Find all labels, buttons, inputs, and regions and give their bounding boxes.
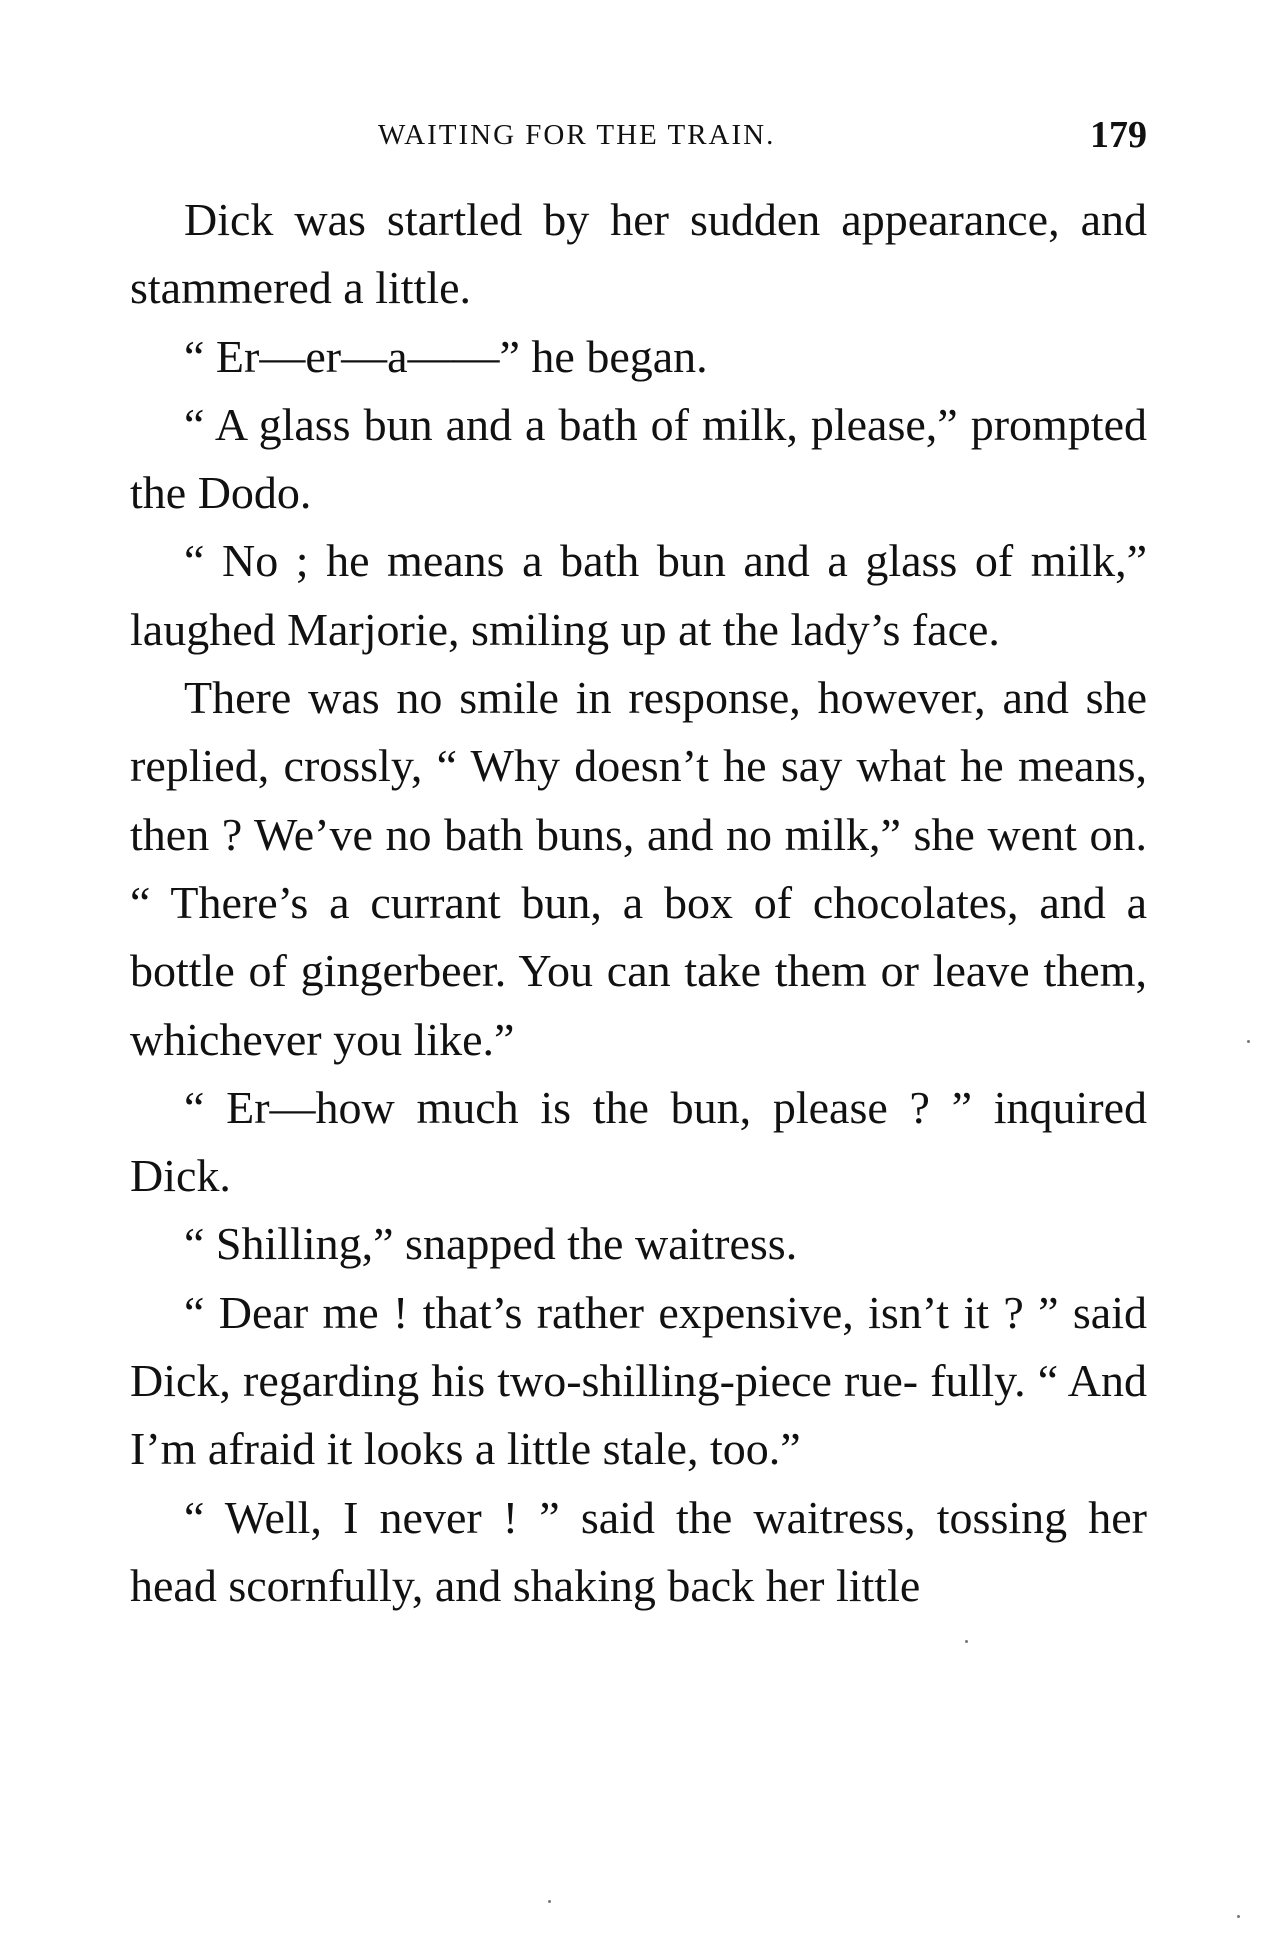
paper-speck [1247,1040,1250,1043]
paper-speck [548,1900,551,1903]
paragraph: Dick was startled by her sudden appearance, and stammered a little. [130,194,1147,314]
paragraph: “ Dear me ! that’s rather expensive, isn’t it ? ” said Dick, regarding his two-shilling-piece rue- fully. “ And I’m afraid it looks a little stale, too.” [130,1286,1147,1475]
paragraph: There was no smile in response, however, and she replied, crossly, “ Why doesn’t he say what he means, then ? We’ve no bath buns, and no milk,” she went on. “ There’s a currant bun, a box of chocolates, and a bottle of gingerbeer. You can take them or leave them, whichever you like.” [130,672,1147,1065]
paragraph: “ Shilling,” snapped the waitress. [184,1218,798,1270]
body-text [130,186,1147,1620]
paper-speck [965,1640,968,1643]
running-head [130,110,1147,160]
paper-speck [1237,1915,1240,1918]
paragraph: “ No ; he means a bath bun and a glass of milk,” laughed Marjorie, smiling up at the lady’s face. [130,535,1147,655]
running-title: WAITING FOR THE TRAIN. [378,119,776,151]
paragraph: “ Er—how much is the bun, please ? ” inquired Dick. [130,1081,1147,1202]
paragraph: “ Er—er—a——” he began. [184,330,708,382]
paragraph: “ Well, I never ! ” said the waitress, tossing her head scornfully, and shaking back her little [130,1491,1147,1611]
page-number: 179 [1090,114,1147,156]
paragraph: “ A glass bun and a bath of milk, please,” prompted the Dodo. [130,398,1147,519]
